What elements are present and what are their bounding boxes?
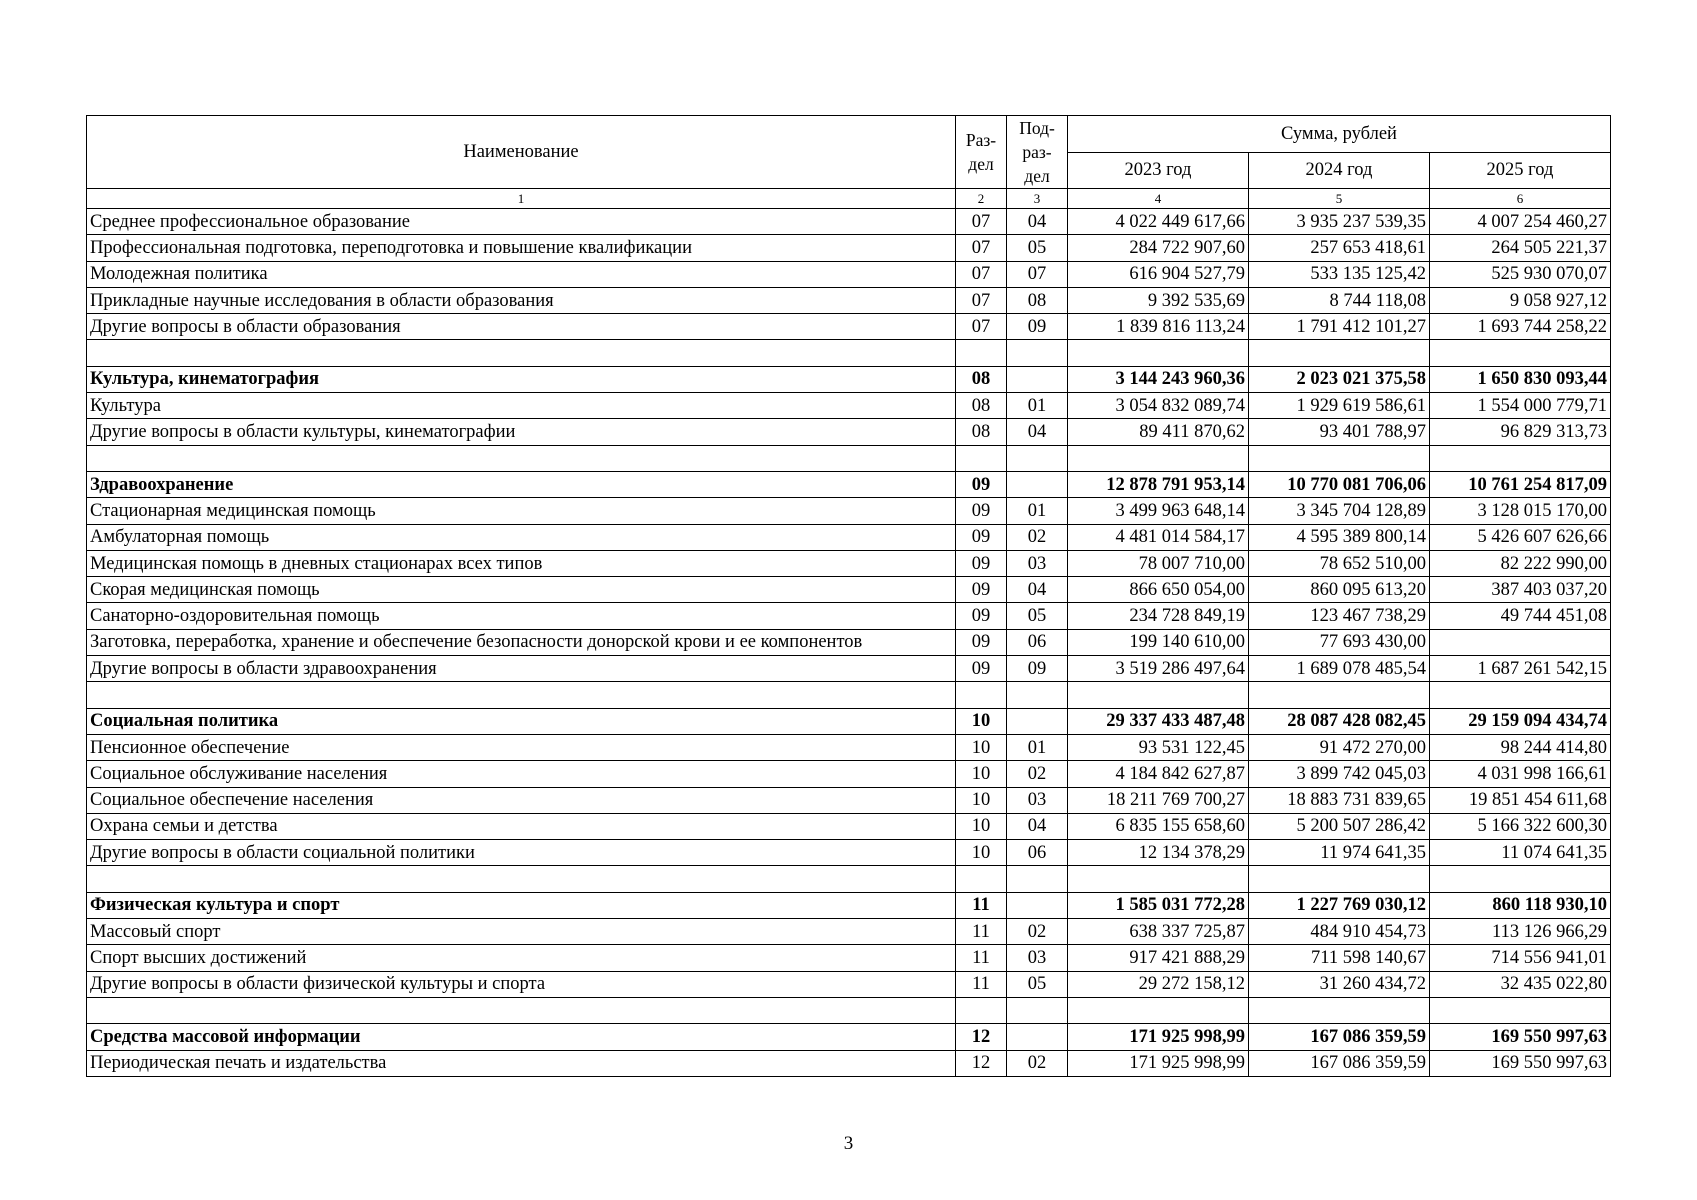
row-amount-2024: 4 595 389 800,14 — [1249, 524, 1430, 550]
budget-table — [86, 115, 1611, 1077]
header-name: Наименование — [87, 116, 956, 189]
row-amount-2023: 3 144 243 960,36 — [1068, 366, 1249, 392]
row-name: Скорая медицинская помощь — [87, 577, 956, 603]
row-amount-2025: 4 031 998 166,61 — [1430, 761, 1611, 787]
row-amount-2024: 257 653 418,61 — [1249, 235, 1430, 261]
row-name: Средства массовой информации — [87, 1024, 956, 1050]
row-name: Медицинская помощь в дневных стационарах всех типов — [87, 550, 956, 576]
row-name: Стационарная медицинская помощь — [87, 498, 956, 524]
row-name: Амбулаторная помощь — [87, 524, 956, 550]
budget-document — [86, 115, 1610, 1077]
empty-cell — [956, 682, 1007, 708]
row-podrazdel: 02 — [1007, 919, 1068, 945]
row-amount-2024: 1 791 412 101,27 — [1249, 314, 1430, 340]
row-amount-2025: 3 128 015 170,00 — [1430, 498, 1611, 524]
row-podrazdel: 05 — [1007, 235, 1068, 261]
row-razdel: 10 — [956, 787, 1007, 813]
row-razdel: 09 — [956, 471, 1007, 497]
table-row-section — [87, 1024, 1611, 1050]
row-razdel: 11 — [956, 919, 1007, 945]
header-year-2024: 2024 год — [1249, 152, 1430, 189]
row-razdel: 11 — [956, 892, 1007, 918]
table-row — [87, 577, 1611, 603]
row-amount-2024: 484 910 454,73 — [1249, 919, 1430, 945]
row-name: Санаторно-оздоровительная помощь — [87, 603, 956, 629]
row-amount-2023: 1 839 816 113,24 — [1068, 314, 1249, 340]
row-podrazdel: 09 — [1007, 314, 1068, 340]
row-amount-2024: 3 345 704 128,89 — [1249, 498, 1430, 524]
row-name: Заготовка, переработка, хранение и обеспечение безопасности донорской крови и ее компонентов — [87, 629, 956, 655]
row-name: Здравоохранение — [87, 471, 956, 497]
row-name: Другие вопросы в области культуры, кинематографии — [87, 419, 956, 445]
row-razdel: 10 — [956, 813, 1007, 839]
table-row — [87, 734, 1611, 760]
header-year-2025: 2025 год — [1430, 152, 1611, 189]
row-razdel: 07 — [956, 235, 1007, 261]
row-amount-2023: 29 272 158,12 — [1068, 971, 1249, 997]
table-row — [87, 209, 1611, 235]
row-name: Культура, кинематография — [87, 366, 956, 392]
header-sum: Сумма, рублей — [1068, 116, 1611, 153]
empty-cell — [87, 866, 956, 892]
empty-cell — [1249, 445, 1430, 471]
row-amount-2023: 12 878 791 953,14 — [1068, 471, 1249, 497]
row-amount-2025: 49 744 451,08 — [1430, 603, 1611, 629]
empty-cell — [1068, 340, 1249, 366]
row-amount-2025: 82 222 990,00 — [1430, 550, 1611, 576]
row-amount-2025: 860 118 930,10 — [1430, 892, 1611, 918]
row-name: Социальное обслуживание населения — [87, 761, 956, 787]
row-podrazdel: 05 — [1007, 971, 1068, 997]
row-razdel: 09 — [956, 603, 1007, 629]
row-razdel: 08 — [956, 366, 1007, 392]
row-podrazdel: 01 — [1007, 393, 1068, 419]
row-amount-2025: 10 761 254 817,09 — [1430, 471, 1611, 497]
table-row — [87, 840, 1611, 866]
empty-cell — [1068, 445, 1249, 471]
row-razdel: 11 — [956, 945, 1007, 971]
empty-cell — [1007, 866, 1068, 892]
table-row — [87, 235, 1611, 261]
row-amount-2024: 10 770 081 706,06 — [1249, 471, 1430, 497]
row-name: Социальная политика — [87, 708, 956, 734]
table-row — [87, 919, 1611, 945]
column-number: 4 — [1068, 189, 1249, 209]
column-number: 3 — [1007, 189, 1068, 209]
empty-cell — [1007, 997, 1068, 1023]
row-name: Пенсионное обеспечение — [87, 734, 956, 760]
table-row — [87, 1050, 1611, 1076]
row-podrazdel — [1007, 1024, 1068, 1050]
row-amount-2025: 96 829 313,73 — [1430, 419, 1611, 445]
column-numbers-row — [87, 189, 1611, 209]
row-amount-2023: 866 650 054,00 — [1068, 577, 1249, 603]
row-amount-2024: 18 883 731 839,65 — [1249, 787, 1430, 813]
row-amount-2025: 1 693 744 258,22 — [1430, 314, 1611, 340]
row-amount-2023: 917 421 888,29 — [1068, 945, 1249, 971]
header-razdel-text: Раз- дел — [965, 130, 997, 174]
table-row-spacer — [87, 445, 1611, 471]
row-amount-2023: 171 925 998,99 — [1068, 1050, 1249, 1076]
row-amount-2024: 91 472 270,00 — [1249, 734, 1430, 760]
row-podrazdel — [1007, 892, 1068, 918]
row-name: Физическая культура и спорт — [87, 892, 956, 918]
row-amount-2024: 167 086 359,59 — [1249, 1024, 1430, 1050]
empty-cell — [1430, 445, 1611, 471]
row-amount-2023: 29 337 433 487,48 — [1068, 708, 1249, 734]
row-amount-2023: 284 722 907,60 — [1068, 235, 1249, 261]
row-podrazdel: 08 — [1007, 287, 1068, 313]
empty-cell — [87, 340, 956, 366]
table-row — [87, 787, 1611, 813]
row-podrazdel: 03 — [1007, 787, 1068, 813]
column-number: 2 — [956, 189, 1007, 209]
row-name: Социальное обеспечение населения — [87, 787, 956, 813]
row-razdel: 11 — [956, 971, 1007, 997]
table-row — [87, 393, 1611, 419]
empty-cell — [87, 682, 956, 708]
empty-cell — [1430, 997, 1611, 1023]
row-amount-2024: 533 135 125,42 — [1249, 261, 1430, 287]
table-row — [87, 287, 1611, 313]
empty-cell — [1430, 866, 1611, 892]
row-podrazdel: 02 — [1007, 1050, 1068, 1076]
table-row — [87, 629, 1611, 655]
row-amount-2023: 3 519 286 497,64 — [1068, 656, 1249, 682]
header-podrazdel-text: Под- раз- дел — [1019, 118, 1055, 186]
row-razdel: 08 — [956, 393, 1007, 419]
row-amount-2023: 1 585 031 772,28 — [1068, 892, 1249, 918]
row-amount-2023: 4 184 842 627,87 — [1068, 761, 1249, 787]
row-podrazdel: 03 — [1007, 550, 1068, 576]
row-razdel: 07 — [956, 314, 1007, 340]
row-razdel: 07 — [956, 209, 1007, 235]
row-amount-2023: 234 728 849,19 — [1068, 603, 1249, 629]
row-amount-2024: 11 974 641,35 — [1249, 840, 1430, 866]
table-row — [87, 945, 1611, 971]
row-name: Спорт высших достижений — [87, 945, 956, 971]
row-amount-2024: 1 227 769 030,12 — [1249, 892, 1430, 918]
row-name: Другие вопросы в области образования — [87, 314, 956, 340]
row-podrazdel — [1007, 366, 1068, 392]
table-row — [87, 603, 1611, 629]
row-name: Другие вопросы в области здравоохранения — [87, 656, 956, 682]
table-row — [87, 261, 1611, 287]
row-razdel: 12 — [956, 1024, 1007, 1050]
row-amount-2025: 4 007 254 460,27 — [1430, 209, 1611, 235]
row-amount-2023: 171 925 998,99 — [1068, 1024, 1249, 1050]
row-amount-2024: 1 929 619 586,61 — [1249, 393, 1430, 419]
row-razdel: 09 — [956, 524, 1007, 550]
table-row-section — [87, 708, 1611, 734]
row-podrazdel: 04 — [1007, 209, 1068, 235]
row-amount-2023: 616 904 527,79 — [1068, 261, 1249, 287]
table-row — [87, 971, 1611, 997]
column-number: 5 — [1249, 189, 1430, 209]
table-row — [87, 314, 1611, 340]
row-podrazdel: 06 — [1007, 629, 1068, 655]
empty-cell — [1249, 340, 1430, 366]
row-razdel: 07 — [956, 287, 1007, 313]
row-amount-2025: 9 058 927,12 — [1430, 287, 1611, 313]
row-amount-2025: 1 687 261 542,15 — [1430, 656, 1611, 682]
row-amount-2025: 714 556 941,01 — [1430, 945, 1611, 971]
row-amount-2023: 6 835 155 658,60 — [1068, 813, 1249, 839]
table-row-spacer — [87, 866, 1611, 892]
row-amount-2024: 123 467 738,29 — [1249, 603, 1430, 629]
table-row-section — [87, 366, 1611, 392]
row-amount-2024: 2 023 021 375,58 — [1249, 366, 1430, 392]
row-razdel: 08 — [956, 419, 1007, 445]
empty-cell — [1007, 682, 1068, 708]
row-podrazdel: 02 — [1007, 761, 1068, 787]
row-amount-2025: 113 126 966,29 — [1430, 919, 1611, 945]
row-amount-2023: 18 211 769 700,27 — [1068, 787, 1249, 813]
row-podrazdel — [1007, 471, 1068, 497]
page-number: 3 — [843, 1133, 854, 1154]
empty-cell — [956, 445, 1007, 471]
table-row-spacer — [87, 997, 1611, 1023]
row-amount-2024: 31 260 434,72 — [1249, 971, 1430, 997]
empty-cell — [1249, 997, 1430, 1023]
row-amount-2024: 1 689 078 485,54 — [1249, 656, 1430, 682]
row-amount-2023: 4 022 449 617,66 — [1068, 209, 1249, 235]
table-row-section — [87, 471, 1611, 497]
row-amount-2025: 264 505 221,37 — [1430, 235, 1611, 261]
row-name: Профессиональная подготовка, переподготовка и повышение квалификации — [87, 235, 956, 261]
row-razdel: 09 — [956, 577, 1007, 603]
row-amount-2023: 89 411 870,62 — [1068, 419, 1249, 445]
table-row-section — [87, 892, 1611, 918]
row-razdel: 12 — [956, 1050, 1007, 1076]
row-podrazdel: 01 — [1007, 498, 1068, 524]
row-podrazdel: 04 — [1007, 577, 1068, 603]
row-amount-2024: 3 899 742 045,03 — [1249, 761, 1430, 787]
row-podrazdel: 07 — [1007, 261, 1068, 287]
empty-cell — [1068, 866, 1249, 892]
row-amount-2023: 199 140 610,00 — [1068, 629, 1249, 655]
row-amount-2025: 32 435 022,80 — [1430, 971, 1611, 997]
row-amount-2025: 169 550 997,63 — [1430, 1024, 1611, 1050]
empty-cell — [1249, 682, 1430, 708]
row-amount-2024: 711 598 140,67 — [1249, 945, 1430, 971]
row-podrazdel: 01 — [1007, 734, 1068, 760]
row-amount-2025: 1 554 000 779,71 — [1430, 393, 1611, 419]
row-name: Культура — [87, 393, 956, 419]
empty-cell — [1068, 997, 1249, 1023]
empty-cell — [956, 997, 1007, 1023]
row-amount-2023: 9 392 535,69 — [1068, 287, 1249, 313]
row-name: Молодежная политика — [87, 261, 956, 287]
row-amount-2024: 167 086 359,59 — [1249, 1050, 1430, 1076]
row-amount-2025: 169 550 997,63 — [1430, 1050, 1611, 1076]
header-razdel — [956, 116, 1007, 189]
row-podrazdel: 02 — [1007, 524, 1068, 550]
row-amount-2024: 5 200 507 286,42 — [1249, 813, 1430, 839]
row-amount-2025: 5 426 607 626,66 — [1430, 524, 1611, 550]
row-razdel: 10 — [956, 708, 1007, 734]
empty-cell — [1430, 682, 1611, 708]
row-podrazdel: 05 — [1007, 603, 1068, 629]
column-number: 6 — [1430, 189, 1611, 209]
row-podrazdel: 04 — [1007, 813, 1068, 839]
empty-cell — [87, 997, 956, 1023]
table-row — [87, 550, 1611, 576]
row-amount-2024: 77 693 430,00 — [1249, 629, 1430, 655]
row-amount-2023: 78 007 710,00 — [1068, 550, 1249, 576]
table-row — [87, 498, 1611, 524]
row-razdel: 09 — [956, 498, 1007, 524]
row-amount-2024: 8 744 118,08 — [1249, 287, 1430, 313]
table-row — [87, 813, 1611, 839]
table-row-spacer — [87, 340, 1611, 366]
row-podrazdel — [1007, 708, 1068, 734]
row-name: Прикладные научные исследования в области образования — [87, 287, 956, 313]
row-razdel: 09 — [956, 656, 1007, 682]
row-name: Другие вопросы в области социальной политики — [87, 840, 956, 866]
row-amount-2023: 3 499 963 648,14 — [1068, 498, 1249, 524]
row-amount-2023: 638 337 725,87 — [1068, 919, 1249, 945]
row-amount-2025 — [1430, 629, 1611, 655]
row-name: Другие вопросы в области физической культуры и спорта — [87, 971, 956, 997]
row-amount-2025: 1 650 830 093,44 — [1430, 366, 1611, 392]
row-razdel: 09 — [956, 550, 1007, 576]
row-amount-2025: 11 074 641,35 — [1430, 840, 1611, 866]
header-podrazdel — [1007, 116, 1068, 189]
row-razdel: 07 — [956, 261, 1007, 287]
table-header — [87, 116, 1611, 209]
table-row-spacer — [87, 682, 1611, 708]
row-name: Массовый спорт — [87, 919, 956, 945]
table-row — [87, 656, 1611, 682]
row-podrazdel: 03 — [1007, 945, 1068, 971]
row-amount-2023: 93 531 122,45 — [1068, 734, 1249, 760]
header-year-2023: 2023 год — [1068, 152, 1249, 189]
row-amount-2025: 98 244 414,80 — [1430, 734, 1611, 760]
row-amount-2024: 860 095 613,20 — [1249, 577, 1430, 603]
row-razdel: 10 — [956, 761, 1007, 787]
empty-cell — [1430, 340, 1611, 366]
row-amount-2025: 387 403 037,20 — [1430, 577, 1611, 603]
table-row — [87, 419, 1611, 445]
row-podrazdel: 04 — [1007, 419, 1068, 445]
empty-cell — [1007, 340, 1068, 366]
row-amount-2024: 78 652 510,00 — [1249, 550, 1430, 576]
row-razdel: 09 — [956, 629, 1007, 655]
row-name: Охрана семьи и детства — [87, 813, 956, 839]
row-amount-2024: 28 087 428 082,45 — [1249, 708, 1430, 734]
row-amount-2023: 12 134 378,29 — [1068, 840, 1249, 866]
table-row — [87, 761, 1611, 787]
row-podrazdel: 06 — [1007, 840, 1068, 866]
row-razdel: 10 — [956, 734, 1007, 760]
row-razdel: 10 — [956, 840, 1007, 866]
row-amount-2023: 3 054 832 089,74 — [1068, 393, 1249, 419]
row-amount-2025: 19 851 454 611,68 — [1430, 787, 1611, 813]
row-amount-2025: 5 166 322 600,30 — [1430, 813, 1611, 839]
row-amount-2023: 4 481 014 584,17 — [1068, 524, 1249, 550]
empty-cell — [1068, 682, 1249, 708]
row-amount-2025: 29 159 094 434,74 — [1430, 708, 1611, 734]
empty-cell — [956, 340, 1007, 366]
row-amount-2024: 93 401 788,97 — [1249, 419, 1430, 445]
empty-cell — [1249, 866, 1430, 892]
column-number: 1 — [87, 189, 956, 209]
row-podrazdel: 09 — [1007, 656, 1068, 682]
row-name: Среднее профессиональное образование — [87, 209, 956, 235]
table-body — [87, 209, 1611, 1077]
table-row — [87, 524, 1611, 550]
empty-cell — [1007, 445, 1068, 471]
empty-cell — [956, 866, 1007, 892]
row-amount-2024: 3 935 237 539,35 — [1249, 209, 1430, 235]
empty-cell — [87, 445, 956, 471]
row-amount-2025: 525 930 070,07 — [1430, 261, 1611, 287]
row-name: Периодическая печать и издательства — [87, 1050, 956, 1076]
